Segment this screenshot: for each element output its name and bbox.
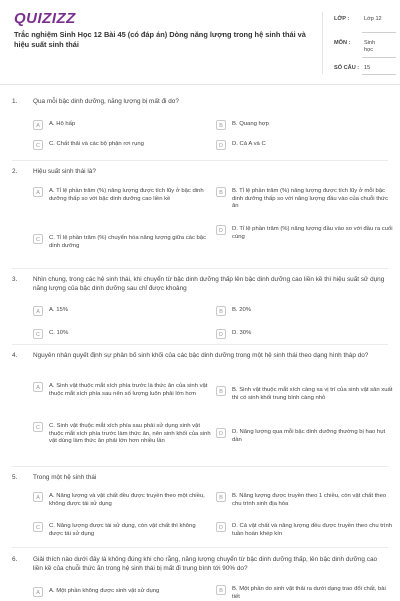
option-text: D. Tỉ lệ phần trăm (%) năng lượng đầu vào so với đầu ra cuối cùng — [232, 226, 393, 240]
option-letter: A — [33, 492, 43, 502]
meta-count-value: 15 — [364, 65, 371, 71]
question-text: Nguyên nhân quyết định sự phân bố sinh khối của các bậc dinh dưỡng trong một hệ sinh thái theo dạng hình tháp do? — [33, 352, 369, 359]
header-divider — [322, 12, 323, 74]
option-letter: B — [216, 120, 226, 130]
quizizz-logo: QUIZIZZ — [14, 10, 76, 27]
worksheet-header — [0, 0, 400, 85]
meta-count-underline — [362, 74, 396, 75]
question-text: Giải thích nào dưới đây là không đúng khi cho rằng, năng lượng chuyển từ bậc dinh dưỡng thấp, lên bậc dinh dưỡng cao liền kề của chuỗi thức ăn trong hệ sinh thái bị mất đi trung bình tới 90% do? — [33, 556, 378, 572]
option-text: C. Năng lượng được tái sử dụng, còn vật chất thì không được tái sử dụng — [49, 523, 196, 537]
option-text: D. Năng lượng qua mỗi bậc dinh dưỡng thường bị hao hụt dần — [232, 429, 386, 443]
option-letter: D — [216, 428, 226, 438]
option-text: D. Cả vật chất và năng lượng đều được truyền theo chu trình tuần hoàn khép kín — [232, 523, 393, 537]
option-letter: A — [33, 587, 43, 597]
option-text: B. 20% — [232, 307, 251, 313]
question-number: 1. — [12, 98, 18, 105]
option-letter: D — [216, 329, 226, 339]
option-letter: B — [216, 585, 226, 595]
option-text: A. 15% — [49, 307, 68, 313]
meta-subject-underline — [362, 57, 396, 58]
meta-count-label: SỐ CÂU : — [334, 65, 360, 71]
option-text: C. Tỉ lệ phần trăm (%) chuyển hóa năng lượng giữa các bậc dinh dưỡng — [49, 235, 207, 249]
option-text: B. Năng lượng được truyền theo 1 chiều, còn vật chất theo chu trình sinh địa hóa — [232, 493, 387, 507]
option-text: D. 30% — [232, 330, 252, 336]
option-letter: A — [33, 382, 43, 392]
option-letter: B — [216, 187, 226, 197]
question-text: Trong một hệ sinh thái — [33, 474, 97, 481]
option-text: A. Hô hấp — [49, 121, 76, 127]
question-text: Nhìn chung, trong các hệ sinh thái, khi chuyển từ bậc dinh dưỡng thấp lên bậc dinh dưỡng cao liền kề thì hiệu suất sử dụng năng lượng của bậc dinh dưỡng sau chỉ được khoảng — [33, 276, 385, 292]
worksheet-title: Trắc nghiệm Sinh Học 12 Bài 45 (có đáp án) Dòng năng lượng trong hệ sinh thái và hiệu suất sinh thái — [14, 30, 306, 49]
option-text: B. Quang hợp — [232, 121, 269, 127]
option-letter: A — [33, 306, 43, 316]
option-letter: A — [33, 120, 43, 130]
option-letter: B — [216, 306, 226, 316]
option-letter: C — [33, 422, 43, 432]
option-text: D. Cả A và C — [232, 141, 266, 147]
meta-subject-value: Sinh học — [364, 40, 376, 53]
question-divider — [12, 466, 388, 467]
question-number: 5. — [12, 474, 18, 481]
option-text: B. Tỉ lệ phần trăm (%) năng lượng được tích lũy ở mỗi bậc dinh dưỡng thấp so với năng lượng đầu vào của chuỗi thức ăn — [232, 188, 389, 210]
option-letter: C — [33, 329, 43, 339]
question-divider — [12, 547, 388, 548]
question-text: Qua mỗi bậc dinh dưỡng, năng lượng bị mất đi do? — [33, 98, 179, 105]
option-letter: B — [216, 386, 226, 396]
option-letter: C — [33, 234, 43, 244]
meta-subject-label: MÔN : — [334, 40, 351, 46]
question-number: 2. — [12, 168, 18, 175]
meta-class-underline — [362, 32, 396, 33]
option-letter: D — [216, 522, 226, 532]
meta-class-value: Lớp 12 — [364, 16, 382, 22]
option-letter: D — [216, 225, 226, 235]
option-text: C. Chất thải và các bộ phận rơi rụng — [49, 141, 144, 147]
question-number: 3. — [12, 276, 18, 283]
question-divider — [12, 344, 388, 345]
option-text: B. Sinh vật thuộc mắt xích càng xa vị trí của sinh vật sản xuất thì có sinh khối trung bình càng nhỏ — [232, 387, 393, 401]
question-text: Hiệu suất sinh thái là? — [33, 168, 96, 175]
option-text: A. Năng lượng và vật chất đều được truyền theo một chiều, không được tái sử dụng — [49, 493, 205, 507]
option-text: C. Sinh vật thuộc mắt xích phía sau phải sử dụng sinh vật thuộc mắt xích phía trước làm thức ăn, nên sinh khối của sinh vật dùng làm thức ăn phải lớn hơn nhiều lần — [49, 423, 211, 445]
question-divider — [12, 160, 388, 161]
meta-class-label: LỚP : — [334, 16, 350, 22]
option-letter: B — [216, 492, 226, 502]
option-letter: D — [216, 140, 226, 150]
option-text: B. Một phần do sinh vật thải ra dưới dạng trao đổi chất, bài tiết — [232, 586, 386, 600]
option-text: A. Một phần không được sinh vật sử dụng — [49, 588, 160, 594]
question-number: 4. — [12, 352, 18, 359]
question-number: 6. — [12, 556, 18, 563]
header-rule — [0, 84, 400, 85]
option-letter: C — [33, 522, 43, 532]
option-letter: C — [33, 140, 43, 150]
question-divider — [12, 268, 388, 269]
option-text: A. Sinh vật thuộc mắt xích phía trước là thức ăn của sinh vật thuộc mắt xích phía sau nên số lượng luôn phải lớn hơn — [49, 383, 208, 397]
option-text: C. 10% — [49, 330, 69, 336]
option-text: A. Tỉ lệ phần trăm (%) năng lượng được tích lũy ở bậc dinh dưỡng thấp so với bậc dinh dưỡng cao liền kề — [49, 188, 204, 202]
option-letter: A — [33, 187, 43, 197]
